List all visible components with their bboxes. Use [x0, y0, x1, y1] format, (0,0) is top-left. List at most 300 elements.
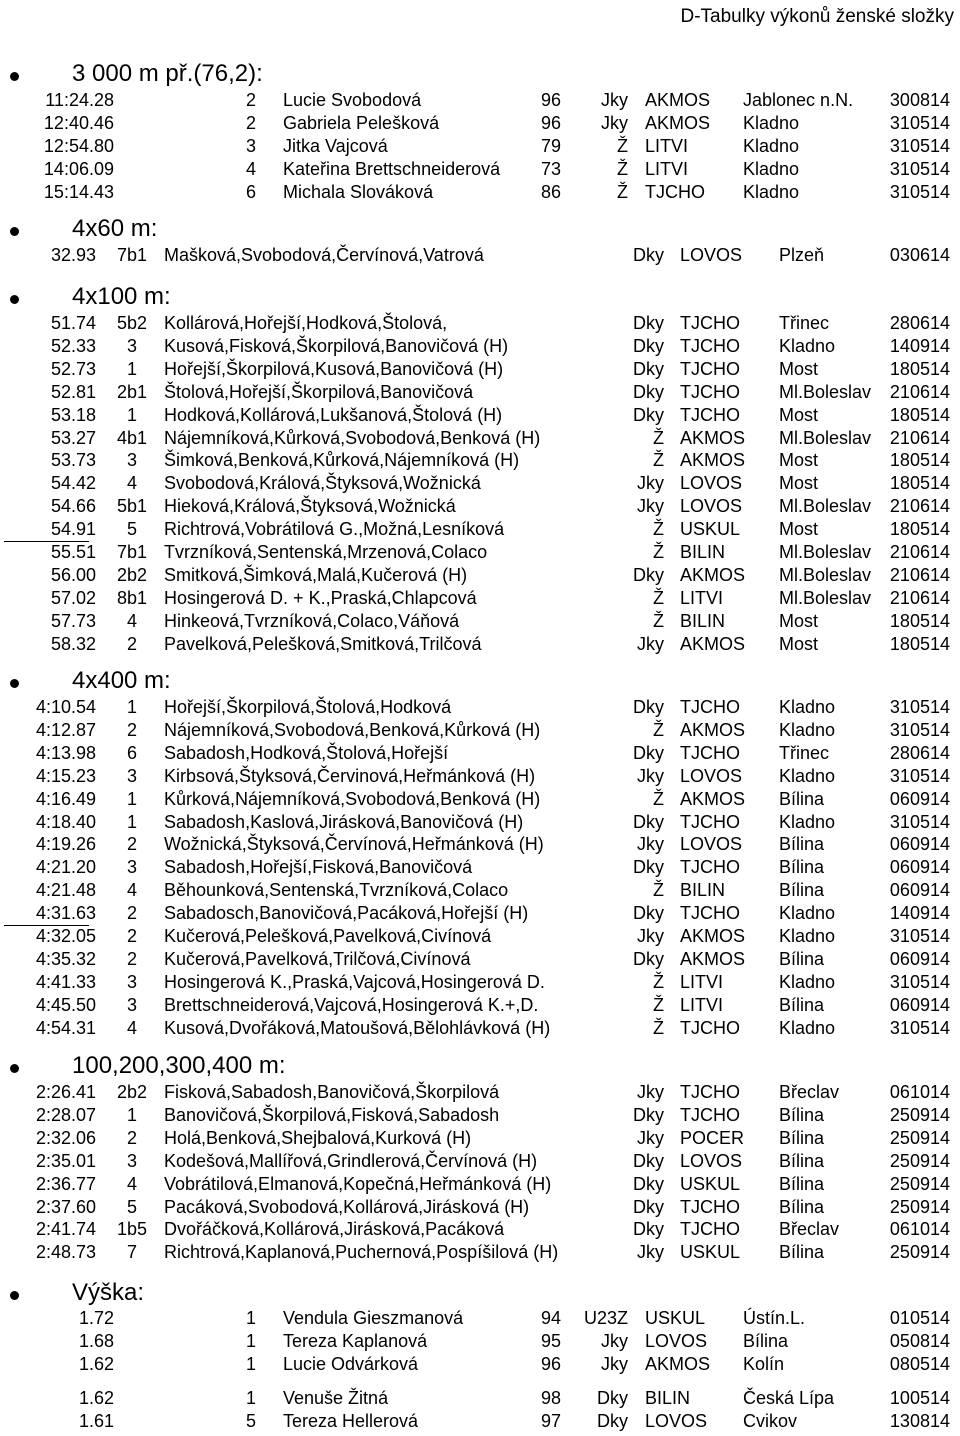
place: 3 — [245, 136, 256, 156]
table-row — [0, 949, 960, 972]
date: 210614 — [889, 496, 950, 516]
result-time: 32.93 — [50, 245, 96, 265]
venue: Bílina — [779, 1105, 825, 1125]
venue: Bílina — [779, 857, 825, 877]
venue: Kladno — [779, 766, 836, 786]
underline-marker — [4, 541, 89, 542]
venue: Ml.Boleslav — [779, 542, 872, 562]
club: AKMOS — [680, 450, 746, 470]
team-members: Hieková,Králová,Štyksová,Wožnická — [164, 496, 456, 516]
team-members: Tvrzníková,Sentenská,Mrzenová,Colaco — [164, 542, 488, 562]
club: TJCHO — [680, 359, 740, 379]
date: 310514 — [889, 812, 950, 832]
table-row — [0, 113, 960, 136]
table-row — [0, 634, 960, 657]
height-result: 1.62 — [78, 1388, 114, 1408]
table-row — [0, 880, 960, 903]
team-members: Vendula Gieszmanová — [283, 1308, 464, 1328]
venue: Ml.Boleslav — [779, 496, 872, 516]
venue: BILIN — [645, 1388, 691, 1408]
venue: Břeclav — [779, 1219, 840, 1239]
club: TJCHO — [680, 697, 740, 717]
table-row — [0, 473, 960, 496]
result-time: 2:41.74 — [35, 1219, 96, 1239]
club: USKUL — [680, 1242, 741, 1262]
venue: Most — [779, 359, 819, 379]
venue: Ml.Boleslav — [779, 428, 872, 448]
venue: Plzeň — [779, 245, 825, 265]
category: Ž — [653, 1018, 664, 1038]
result-time: 2:37.60 — [35, 1197, 96, 1217]
venue: Kladno — [743, 136, 800, 156]
place: 1 — [126, 359, 137, 379]
category: Ž — [653, 450, 664, 470]
result-time: 52.73 — [50, 359, 96, 379]
team-members: Kučerová,Pelešková,Pavelková,Civínová — [164, 926, 492, 946]
table-row — [0, 1331, 960, 1354]
place: 6 — [126, 743, 137, 763]
date: 310514 — [889, 113, 950, 133]
table-row — [0, 90, 960, 113]
date: 060914 — [889, 789, 950, 809]
team-members: Venuše Žitná — [283, 1388, 389, 1408]
team-members: Holá,Benková,Shejbalová,Kurková (H) — [164, 1128, 472, 1148]
place: 5 — [245, 1411, 256, 1431]
table-row — [0, 565, 960, 588]
venue: Třinec — [779, 743, 830, 763]
club: AKMOS — [645, 113, 711, 133]
date: 210614 — [889, 428, 950, 448]
table-row — [0, 588, 960, 611]
result-time: 4:10.54 — [35, 697, 96, 717]
result-time: 57.02 — [50, 588, 96, 608]
place: 2 — [126, 926, 137, 946]
club: BILIN — [680, 880, 726, 900]
date: 250914 — [889, 1197, 950, 1217]
place: 2 — [245, 113, 256, 133]
place: 8b1 — [116, 588, 148, 608]
category: Jky — [637, 1128, 664, 1148]
team-members: Sabadosh,Hořejší,Fisková,Banovičová — [164, 857, 473, 877]
result-time: 57.73 — [50, 611, 96, 631]
club: AKMOS — [680, 634, 746, 654]
venue: Bílina — [779, 1151, 825, 1171]
table-row — [0, 1197, 960, 1220]
undefined: 010514 — [889, 1308, 950, 1328]
result-time: 2:35.01 — [35, 1151, 96, 1171]
result-time: 4:21.48 — [35, 880, 96, 900]
result-time: 2:32.06 — [35, 1128, 96, 1148]
category: 96 — [540, 1354, 562, 1374]
result-time: 4:41.33 — [35, 972, 96, 992]
venue: Ml.Boleslav — [779, 588, 872, 608]
venue: Kladno — [779, 336, 836, 356]
club: LOVOS — [680, 496, 743, 516]
place: 3 — [126, 972, 137, 992]
club: TJCHO — [680, 903, 740, 923]
club: AKMOS — [680, 789, 746, 809]
club: TJCHO — [680, 1082, 740, 1102]
date: 250914 — [889, 1174, 950, 1194]
table-row — [0, 1105, 960, 1128]
venue: Kladno — [743, 113, 800, 133]
place: 5b1 — [116, 496, 148, 516]
venue: Jablonec n.N. — [743, 90, 854, 110]
place: 3 — [126, 857, 137, 877]
bullet-icon — [10, 1291, 19, 1300]
category: Dky — [633, 1219, 664, 1239]
date: 310514 — [889, 720, 950, 740]
category: Ž — [653, 995, 664, 1015]
place: 4 — [126, 1018, 137, 1038]
club: TJCHO — [680, 1197, 740, 1217]
table-row — [0, 1411, 960, 1434]
result-time: 56.00 — [50, 565, 96, 585]
result-time: 14:06.09 — [43, 159, 114, 179]
table-row — [0, 720, 960, 743]
place: 5b2 — [116, 313, 148, 333]
venue: Kladno — [743, 159, 800, 179]
club: Dky — [597, 1411, 628, 1431]
club: LOVOS — [680, 473, 743, 493]
table-row — [0, 697, 960, 720]
category: Jky — [637, 766, 664, 786]
category: Ž — [653, 519, 664, 539]
result-time: 12:54.80 — [43, 136, 114, 156]
category: Ž — [617, 159, 628, 179]
category: 94 — [540, 1308, 562, 1328]
category: Dky — [633, 903, 664, 923]
team-members: Pacáková,Svobodová,Kollárová,Jirásková (H) — [164, 1197, 530, 1217]
club: LOVOS — [680, 766, 743, 786]
team-members: Fisková,Sabadosh,Banovičová,Škorpilová — [164, 1082, 500, 1102]
club: AKMOS — [680, 428, 746, 448]
table-row — [0, 1174, 960, 1197]
club: TJCHO — [680, 313, 740, 333]
place: 5 — [126, 519, 137, 539]
team-members: Sabadosh,Hodková,Štolová,Hořejší — [164, 743, 449, 763]
category: Dky — [633, 949, 664, 969]
club: LOVOS — [680, 1151, 743, 1171]
result-time: 12:40.46 — [43, 113, 114, 133]
club: AKMOS — [680, 720, 746, 740]
team-members: Vobrátilová,Elmanová,Kopečná,Heřmánková (H) — [164, 1174, 552, 1194]
place: 4 — [126, 880, 137, 900]
club: TJCHO — [680, 336, 740, 356]
bullet-icon — [10, 295, 19, 304]
birth-year: 96 — [540, 90, 562, 110]
venue: Bílina — [779, 949, 825, 969]
team-members: Kodešová,Mallířová,Grindlerová,Červínová (H) — [164, 1151, 538, 1171]
club: U23Z — [583, 1308, 628, 1328]
place: 3 — [126, 1151, 137, 1171]
height-result: 1.72 — [78, 1308, 114, 1328]
venue: Břeclav — [779, 1082, 840, 1102]
date: 310514 — [889, 1018, 950, 1038]
table-row — [0, 405, 960, 428]
date: 310514 — [889, 136, 950, 156]
club: LOVOS — [680, 245, 743, 265]
team-members: Sabadosch,Banovičová,Pacáková,Hořejší (H) — [164, 903, 529, 923]
date: Bílina — [743, 1331, 789, 1351]
birth-year: 96 — [540, 113, 562, 133]
team-members: Kůrková,Nájemníková,Svobodová,Benková (H) — [164, 789, 541, 809]
category: Jky — [637, 634, 664, 654]
venue: Bílina — [779, 1242, 825, 1262]
date: 061014 — [889, 1082, 950, 1102]
club: LITVI — [645, 136, 689, 156]
team-members: Richtrová,Kaplanová,Puchernová,Pospíšilová (H) — [164, 1242, 559, 1262]
date: 060914 — [889, 834, 950, 854]
club: TJCHO — [680, 743, 740, 763]
result-time: 52.81 — [50, 382, 96, 402]
table-row — [0, 834, 960, 857]
section-title: Výška: — [72, 1279, 145, 1306]
date: 250914 — [889, 1151, 950, 1171]
venue: Bílina — [779, 1174, 825, 1194]
table-row — [0, 313, 960, 336]
venue: Kladno — [779, 697, 836, 717]
place: 2 — [126, 1128, 137, 1148]
team-members: Nájemníková,Kůrková,Svobodová,Benková (H) — [164, 428, 541, 448]
table-row — [0, 428, 960, 451]
table-row — [0, 1308, 960, 1331]
club: TJCHO — [645, 182, 705, 202]
team-members: Hodková,Kollárová,Lukšanová,Štolová (H) — [164, 405, 503, 425]
table-row — [0, 542, 960, 565]
category: Dky — [633, 1197, 664, 1217]
club: Dky — [597, 1388, 628, 1408]
result-time: 54.66 — [50, 496, 96, 516]
venue: Kladno — [779, 926, 836, 946]
place: 4 — [126, 473, 137, 493]
team-members: Tereza Hellerová — [283, 1411, 419, 1431]
category: Jky — [637, 926, 664, 946]
section-title: 100,200,300,400 m: — [72, 1052, 286, 1079]
date: 060914 — [889, 880, 950, 900]
venue: LOVOS — [645, 1411, 708, 1431]
date: 180514 — [889, 359, 950, 379]
category: Dky — [633, 1174, 664, 1194]
club: USKUL — [680, 1174, 741, 1194]
table-row — [0, 519, 960, 542]
team-members: Kusová,Fisková,Škorpilová,Banovičová (H) — [164, 336, 509, 356]
date: Kolín — [743, 1354, 785, 1374]
category: Dky — [633, 743, 664, 763]
table-row — [0, 1128, 960, 1151]
date: 180514 — [889, 473, 950, 493]
category: Dky — [633, 313, 664, 333]
category: Ž — [653, 720, 664, 740]
date: Cvikov — [743, 1411, 798, 1431]
club: POCER — [680, 1128, 745, 1148]
table-row — [0, 972, 960, 995]
date: 210614 — [889, 382, 950, 402]
team-members: Nájemníková,Svobodová,Benková,Kůrková (H) — [164, 720, 541, 740]
athlete-name: Jitka Vajcová — [283, 136, 388, 156]
category: Dky — [633, 1105, 664, 1125]
place: 1 — [126, 697, 137, 717]
date: 030614 — [889, 245, 950, 265]
result-time: 2:48.73 — [35, 1242, 96, 1262]
place: 7 — [126, 1242, 137, 1262]
category: Jky — [637, 1242, 664, 1262]
team-members: Dvořáčková,Kollárová,Jirásková,Pacáková — [164, 1219, 505, 1239]
result-time: 2:26.41 — [35, 1082, 96, 1102]
place: 1 — [245, 1331, 256, 1351]
place: 1 — [245, 1388, 256, 1408]
date: 310514 — [889, 159, 950, 179]
club: AKMOS — [680, 949, 746, 969]
section-heading — [0, 283, 960, 313]
category: Jky — [601, 113, 628, 133]
club: Jky — [601, 1331, 628, 1351]
category: Ž — [653, 542, 664, 562]
team-members: Wožnická,Štyksová,Červínová,Heřmánková (H) — [164, 834, 544, 854]
section-title: 4x60 m: — [72, 215, 158, 242]
place: 4 — [126, 1174, 137, 1194]
date: 180514 — [889, 450, 950, 470]
club: LITVI — [680, 972, 724, 992]
result-time: 2:36.77 — [35, 1174, 96, 1194]
date: 250914 — [889, 1128, 950, 1148]
venue: Kladno — [779, 903, 836, 923]
category: Dky — [633, 697, 664, 717]
date: 180514 — [889, 519, 950, 539]
bullet-icon — [10, 679, 19, 688]
date: 310514 — [889, 972, 950, 992]
table-row — [0, 450, 960, 473]
category: Dky — [633, 405, 664, 425]
result-time: 15:14.43 — [43, 182, 114, 202]
table-row — [0, 245, 960, 268]
table-row — [0, 995, 960, 1018]
venue: Ml.Boleslav — [779, 382, 872, 402]
date: 300814 — [889, 90, 950, 110]
club: LOVOS — [680, 834, 743, 854]
date: 250914 — [889, 1242, 950, 1262]
club: TJCHO — [680, 405, 740, 425]
category: Dky — [633, 812, 664, 832]
club: TJCHO — [680, 1219, 740, 1239]
table-row — [0, 182, 960, 205]
team-members: Hořejší,Škorpilová,Štolová,Hodková — [164, 697, 452, 717]
team-members: Kusová,Dvořáková,Matoušová,Bělohlávková (H) — [164, 1018, 551, 1038]
category: Dky — [633, 245, 664, 265]
team-members: Šimková,Benková,Kůrková,Nájemníková (H) — [164, 450, 520, 470]
venue: Bílina — [779, 995, 825, 1015]
page-header: D-Tabulky výkonů ženské složky — [680, 6, 954, 27]
table-row — [0, 336, 960, 359]
place: 1b5 — [116, 1219, 148, 1239]
team-members: Kirbsová,Štyksová,Červinová,Heřmánková (H) — [164, 766, 536, 786]
result-time: 4:19.26 — [35, 834, 96, 854]
result-time: 11:24.28 — [45, 90, 114, 110]
section-heading — [0, 215, 960, 245]
result-time: 53.18 — [50, 405, 96, 425]
athlete-name: Lucie Svobodová — [283, 90, 422, 110]
place: 4b1 — [116, 428, 148, 448]
category: Dky — [633, 1151, 664, 1171]
team-members: Pavelková,Pelešková,Smitková,Trilčová — [164, 634, 482, 654]
table-row — [0, 611, 960, 634]
venue: Kladno — [779, 972, 836, 992]
table-row — [0, 1354, 960, 1377]
date: 310514 — [889, 182, 950, 202]
place: 2b1 — [116, 382, 148, 402]
table-row — [0, 1242, 960, 1265]
place: 3 — [126, 766, 137, 786]
date: 280614 — [889, 313, 950, 333]
section-heading — [0, 1279, 960, 1309]
venue: Kladno — [779, 812, 836, 832]
team-members: Hinkeová,Tvrzníková,Colaco,Váňová — [164, 611, 460, 631]
place: 5 — [126, 1197, 137, 1217]
club: TJCHO — [680, 812, 740, 832]
team-members: Běhounková,Sentenská,Tvrzníková,Colaco — [164, 880, 509, 900]
category: Ž — [617, 182, 628, 202]
venue: Kladno — [743, 182, 800, 202]
date: 140914 — [889, 903, 950, 923]
team-members: Mašková,Svobodová,Červínová,Vatrová — [164, 245, 484, 265]
underline-marker — [4, 925, 89, 926]
result-time: 53.27 — [50, 428, 96, 448]
category: Jky — [637, 473, 664, 493]
result-time: 54.91 — [50, 519, 96, 539]
bullet-icon — [10, 1064, 19, 1073]
club: AKMOS — [680, 565, 746, 585]
place: 2 — [245, 90, 256, 110]
category: Ž — [653, 588, 664, 608]
date: 180514 — [889, 611, 950, 631]
date: 280614 — [889, 743, 950, 763]
place: 2 — [126, 949, 137, 969]
team-members: Kučerová,Pavelková,Trilčová,Civínová — [164, 949, 471, 969]
category: 97 — [540, 1411, 562, 1431]
height-result: 1.68 — [78, 1331, 114, 1351]
place: 7b1 — [116, 542, 148, 562]
club: BILIN — [680, 611, 726, 631]
venue: Třinec — [779, 313, 830, 333]
place: 1 — [126, 405, 137, 425]
place: 1 — [126, 1105, 137, 1125]
table-row — [0, 903, 960, 926]
table-row — [0, 136, 960, 159]
date: Česká Lípa — [743, 1388, 835, 1408]
team-members: Štolová,Hořejší,Škorpilová,Banovičová — [164, 382, 474, 402]
table-row — [0, 159, 960, 182]
team-members: Hosingerová K.,Praská,Vajcová,Hosingerová D. — [164, 972, 545, 992]
team-members: Hořejší,Škorpilová,Kusová,Banovičová (H) — [164, 359, 504, 379]
category: Dky — [633, 336, 664, 356]
club: Jky — [601, 1354, 628, 1374]
team-members: Banovičová,Škorpilová,Fisková,Sabadosh — [164, 1105, 500, 1125]
venue: Most — [779, 473, 819, 493]
category: Ž — [653, 972, 664, 992]
club: AKMOS — [645, 90, 711, 110]
undefined: 130814 — [889, 1411, 950, 1431]
place: 1 — [245, 1354, 256, 1374]
section-heading — [0, 1052, 960, 1082]
category: Jky — [637, 1082, 664, 1102]
date: 140914 — [889, 336, 950, 356]
birth-year: 86 — [540, 182, 562, 202]
place: 2 — [126, 834, 137, 854]
result-time: 55.51 — [50, 542, 96, 562]
venue: Kladno — [779, 1018, 836, 1038]
result-time: 4:15.23 — [35, 766, 96, 786]
club: TJCHO — [680, 382, 740, 402]
